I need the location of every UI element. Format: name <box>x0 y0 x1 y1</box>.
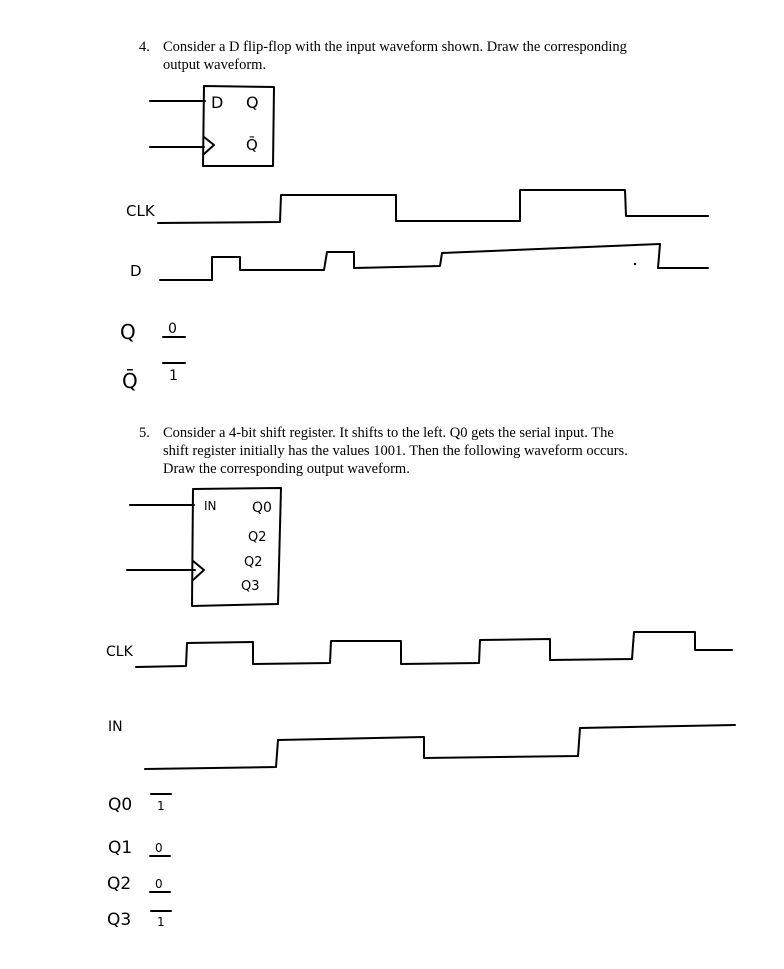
q4-qbar-initial-value: 1 <box>169 368 178 384</box>
q5-q3-output-label: Q3 <box>107 910 132 930</box>
shift-register-q0-label: Q0 <box>252 500 272 516</box>
question-5-line-2: shift register initially has the values 1001. Then the following waveform occurs. <box>163 443 628 459</box>
q4-clk-label: CLK <box>126 202 155 220</box>
shift-register-q3-label: Q3 <box>241 579 260 594</box>
q4-qbar-output-label: Q̄ <box>122 369 138 393</box>
q5-q2-initial-value: 0 <box>155 877 163 891</box>
q5-q1-output-label: Q1 <box>108 838 133 858</box>
q4-q-output-label: Q <box>120 320 136 344</box>
q5-in-label: IN <box>108 719 123 735</box>
q4-d-label: D <box>130 262 142 280</box>
shift-register <box>127 488 281 606</box>
q5-q0-output-label: Q0 <box>108 795 133 815</box>
q4-waveforms <box>120 190 708 393</box>
clock-triangle <box>204 137 214 154</box>
q5-waveforms <box>106 632 735 930</box>
q4-q-initial-value: 0 <box>168 321 177 337</box>
question-4-line-1: Consider a D flip-flop with the input waveform shown. Draw the corresponding <box>163 39 627 55</box>
shift-register-in-label: IN <box>204 499 217 513</box>
shift-register-q2-label-second: Q2 <box>244 555 263 570</box>
shift-register-q2-label: Q2 <box>248 530 267 545</box>
d-flip-flop <box>150 86 274 166</box>
question-4-line-2: output waveform. <box>163 57 267 73</box>
q4-d-waveform <box>160 244 708 280</box>
question-5-line-1: Consider a 4-bit shift register. It shifts to the left. Q0 gets the serial input. The <box>163 425 614 441</box>
flip-flop-d-label: D <box>211 93 224 112</box>
question-4-number: 4. <box>139 39 150 55</box>
flip-flop-q-label: Q <box>246 93 259 112</box>
question-5-line-3: Draw the corresponding output waveform. <box>163 461 410 477</box>
ink-dot <box>634 263 636 265</box>
q5-in-waveform <box>145 725 735 769</box>
question-5-number: 5. <box>139 425 150 441</box>
q5-clk-label: CLK <box>106 644 133 660</box>
q5-clk-waveform <box>136 632 732 667</box>
q5-q0-initial-value: 1 <box>157 799 165 813</box>
q5-q1-initial-value: 0 <box>155 841 163 855</box>
q5-q2-output-label: Q2 <box>107 874 132 894</box>
flip-flop-qbar-label: Q̄ <box>246 136 258 154</box>
q5-q3-initial-value: 1 <box>157 915 165 929</box>
q4-clk-waveform <box>158 190 708 223</box>
